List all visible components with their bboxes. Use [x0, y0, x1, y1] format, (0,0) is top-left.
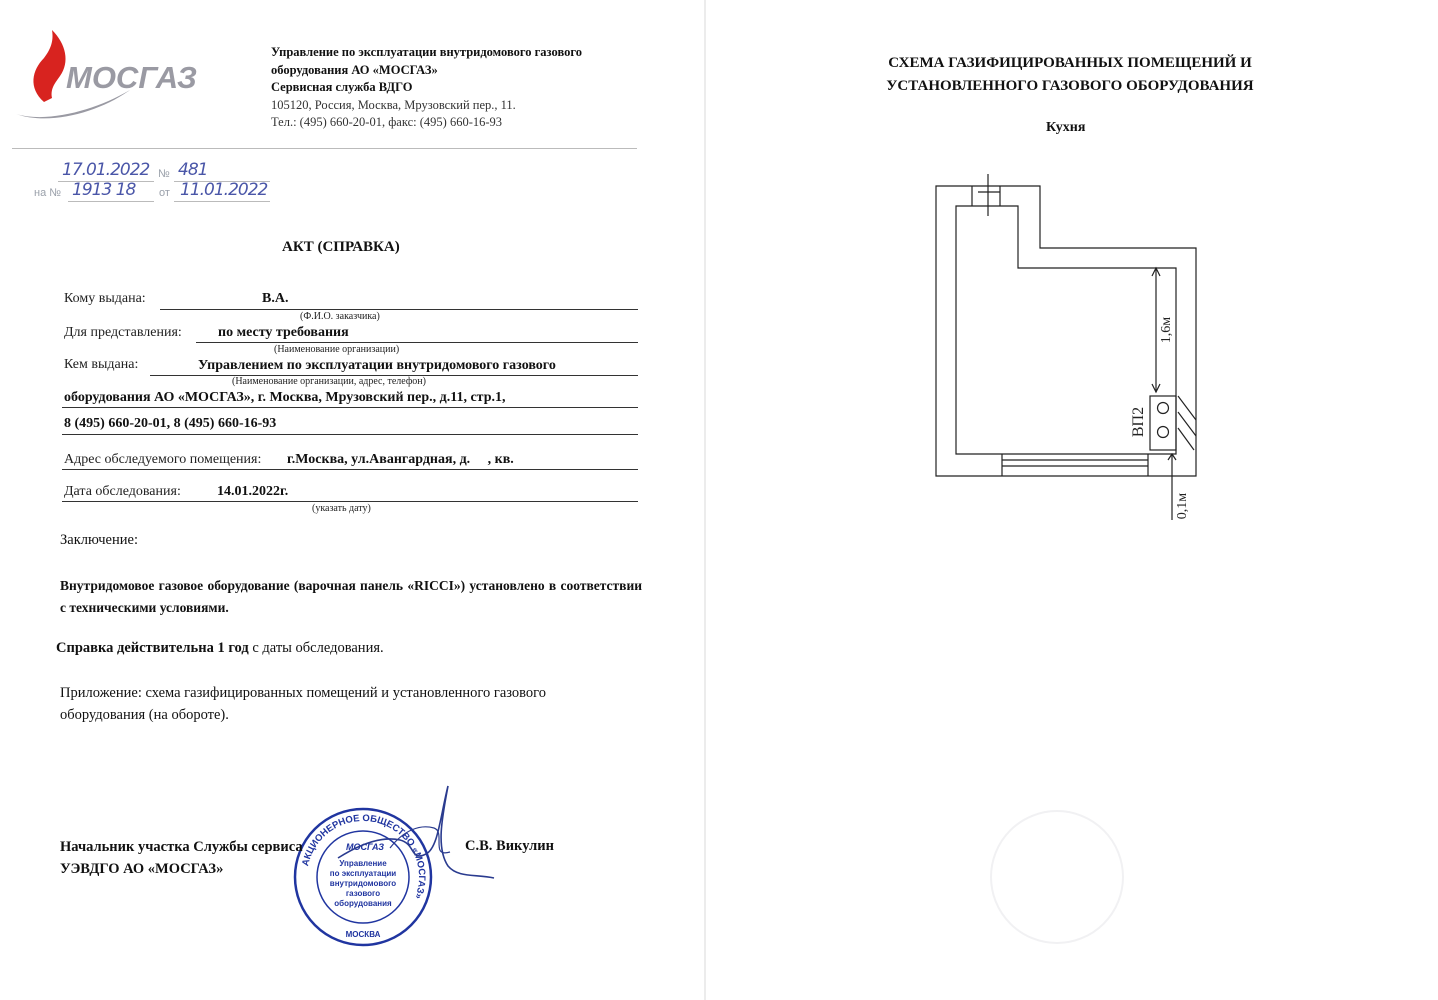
letter-date: 17.01.2022 [62, 160, 150, 180]
validity-bold: Справка действительна 1 год [56, 640, 249, 656]
appendix-line-2: оборудования (на обороте). [60, 707, 229, 723]
dimension-0-1m: 0,1м [1175, 492, 1190, 520]
stamp-outer-text: АКЦИОНЕРНОЕ ОБЩЕСТВО «МОСГАЗ» [300, 812, 428, 901]
dimension-1-6m: 1,6м [1159, 316, 1174, 344]
survey-date-caption: (указать дату) [312, 503, 371, 514]
header-divider [12, 148, 637, 149]
signatory-name: С.В. Викулин [465, 838, 554, 854]
issuer-line-2 [62, 407, 638, 408]
ref-date-line [174, 201, 270, 202]
ref-label: на № [34, 187, 62, 199]
survey-date-label: Дата обследования: [64, 484, 181, 499]
issued-to-value: В.А. [262, 291, 289, 306]
purpose-caption: (Наименование организации) [274, 344, 400, 355]
survey-date-value: 14.01.2022г. [217, 484, 289, 499]
stamp-line-1: Управление [339, 859, 387, 868]
logo-brand: МОСГАЗ [66, 60, 197, 95]
mosgaz-logo [10, 28, 245, 124]
scheme-title-line-2: УСТАНОВЛЕННОГО ГАЗОВОГО ОБОРУДОВАНИЯ [886, 78, 1254, 94]
scheme-title [800, 52, 1340, 98]
address-label: Адрес обследуемого помещения: [64, 452, 262, 467]
issuer-label: Кем выдана: [64, 357, 139, 372]
issuer-line-3 [62, 434, 638, 435]
org-line-2: оборудования АО «МОСГАЗ» [271, 62, 438, 77]
kitchen-floor-plan [920, 170, 1220, 530]
service-name: Сервисная служба ВДГО [271, 80, 413, 94]
letterhead [271, 44, 582, 132]
bleed-through-stamp [990, 810, 1124, 944]
stamp-line-4: газового [345, 889, 381, 898]
purpose-line [196, 342, 638, 343]
signatory-line-2: УЭВДГО АО «МОСГАЗ» [60, 861, 224, 877]
act-title: АКТ (СПРАВКА) [282, 239, 400, 255]
issued-to-line [160, 309, 638, 310]
address-value: г.Москва, ул.Авангардная, д. , кв. [287, 452, 514, 467]
number-label: № [158, 168, 170, 180]
page-gutter [704, 0, 706, 1000]
conclusion-label: Заключение: [60, 532, 138, 548]
stamp-city: МОСКВА [345, 930, 381, 939]
stamp-line-2: по эксплуатации [329, 869, 397, 878]
issuer-value-1: Управлением по эксплуатации внутридомового газового [198, 358, 556, 373]
issuer-caption: (Наименование организации, адрес, телефон) [232, 376, 426, 387]
signatory-block [60, 836, 303, 880]
ref-date: 11.01.2022 [180, 180, 268, 200]
issuer-value-3: 8 (495) 660-20-01, 8 (495) 660-16-93 [64, 416, 277, 431]
letter-number: 481 [178, 160, 208, 180]
stamp-line-5: оборудования [334, 899, 392, 908]
org-phones: Тел.: (495) 660-20-01, факс: (495) 660-16-93 [271, 115, 503, 129]
issuer-value-2: оборудования АО «МОСГАЗ», г. Москва, Мрузовский пер., д.11, стр.1, [64, 390, 506, 405]
stamp-line-3: внутридомового [329, 879, 397, 888]
appendix-line-1: Приложение: схема газифицированных помещений и установленного газового [60, 685, 547, 701]
ref-number: 1913 18 [72, 180, 136, 200]
issued-to-caption: (Ф.И.О. заказчика) [300, 311, 380, 322]
org-line-1: Управление по эксплуатации внутридомового газового [271, 45, 582, 59]
ref-number-line [68, 201, 154, 202]
scheme-title-line-1: СХЕМА ГАЗИФИЦИРОВАННЫХ ПОМЕЩЕНИЙ И [888, 55, 1252, 71]
validity-note [56, 637, 384, 659]
validity-rest: с даты обследования. [248, 640, 384, 656]
issued-to-label: Кому выдана: [64, 291, 146, 306]
org-address: 105120, Россия, Москва, Мрузовский пер., 11. [271, 97, 516, 112]
room-name: Кухня [1046, 120, 1086, 135]
conclusion-text: Внутридомовое газовое оборудование (варочная панель «RICCI») установлено в соответствии с техническими условиями. [60, 578, 642, 615]
stove-label: ВП2 [1130, 406, 1147, 438]
from-label: от [159, 187, 170, 199]
purpose-value: по месту требования [218, 325, 349, 340]
purpose-label: Для представления: [64, 325, 182, 340]
address-line [62, 469, 638, 470]
survey-date-line [62, 501, 638, 502]
flame-icon [33, 30, 65, 102]
signatory-line-1: Начальник участка Службы сервиса [60, 839, 303, 855]
stamp-brand: МОСГАЗ [345, 842, 385, 852]
